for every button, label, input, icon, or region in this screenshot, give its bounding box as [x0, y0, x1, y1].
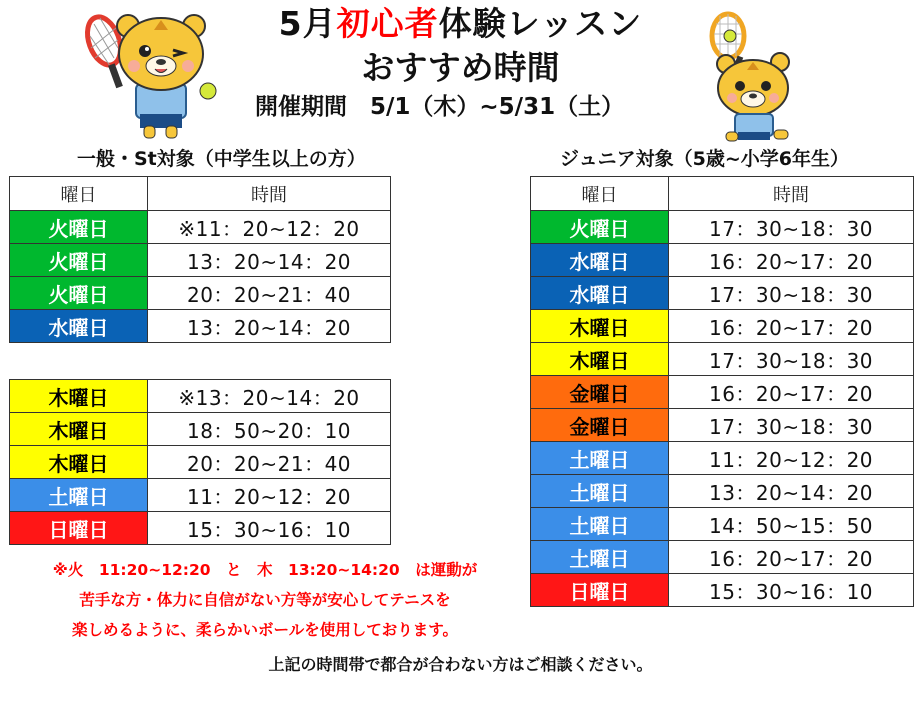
day-cell: 水曜日: [531, 277, 669, 310]
schedule-row: [10, 413, 391, 446]
table-header-row: [10, 177, 391, 211]
footer-contact-note: 上記の時間帯で都合が合わない方はご相談ください。: [268, 655, 653, 674]
page-subtitle: おすすめ時間: [361, 48, 560, 87]
time-cell: 17：30~18：30: [669, 277, 914, 310]
note-line-3: 楽しめるように、柔らかいボールを使用しております。: [72, 621, 458, 639]
time-cell: 14：50~15：50: [669, 508, 914, 541]
general-schedule-table-2: [9, 379, 391, 545]
schedule-row: [531, 574, 914, 607]
schedule-row: [531, 277, 914, 310]
event-period: 開催期間 5/1（木）~5/31（土）: [255, 94, 625, 120]
time-cell: 13：20~14：20: [669, 475, 914, 508]
time-cell: 16：20~17：20: [669, 541, 914, 574]
time-cell: 15：30~16：10: [148, 512, 391, 545]
junior-section-title: ジュニア対象（5歳~小学6年生）: [560, 148, 849, 170]
time-cell: 20：20~21：40: [148, 446, 391, 479]
time-header: 時間: [148, 177, 391, 211]
schedule-row: [10, 512, 391, 545]
schedule-row: [531, 376, 914, 409]
schedule-row: [531, 541, 914, 574]
time-cell: 13：20~14：20: [148, 244, 391, 277]
schedule-row: [10, 479, 391, 512]
time-cell: 17：30~18：30: [669, 409, 914, 442]
day-cell: 土曜日: [531, 541, 669, 574]
day-cell: 水曜日: [531, 244, 669, 277]
day-header: 曜日: [10, 177, 148, 211]
general-schedule-table-1: [9, 176, 391, 343]
day-cell: 木曜日: [531, 343, 669, 376]
day-cell: 火曜日: [10, 244, 148, 277]
time-cell: ※13：20~14：20: [148, 380, 391, 413]
schedule-row: [531, 475, 914, 508]
note-line-2: 苦手な方・体力に自信がない方等が安心してテニスを: [79, 591, 451, 609]
day-cell: 木曜日: [10, 413, 148, 446]
schedule-row: [531, 343, 914, 376]
schedule-row: [10, 244, 391, 277]
day-cell: 土曜日: [531, 475, 669, 508]
page-title: 5月初心者体験レッスン: [278, 4, 643, 43]
day-cell: 日曜日: [531, 574, 669, 607]
day-cell: 土曜日: [531, 508, 669, 541]
time-cell: 16：20~17：20: [669, 244, 914, 277]
time-cell: 11：20~12：20: [148, 479, 391, 512]
day-cell: 火曜日: [531, 211, 669, 244]
note-line-1: ※火 11:20~12:20 と 木 13:20~14:20 は運動が: [52, 561, 478, 579]
schedule-row: [531, 211, 914, 244]
day-cell: 金曜日: [531, 376, 669, 409]
schedule-row: [531, 244, 914, 277]
time-cell: 17：30~18：30: [669, 343, 914, 376]
schedule-row: [531, 310, 914, 343]
day-cell: 水曜日: [10, 310, 148, 343]
schedule-row: [10, 310, 391, 343]
schedule-row: [10, 277, 391, 310]
time-cell: 16：20~17：20: [669, 310, 914, 343]
time-cell: 11：20~12：20: [669, 442, 914, 475]
time-cell: 20：20~21：40: [148, 277, 391, 310]
time-cell: 13：20~14：20: [148, 310, 391, 343]
junior-schedule-table: [530, 176, 914, 607]
schedule-row: [531, 508, 914, 541]
general-section-title: 一般・St対象（中学生以上の方）: [77, 148, 366, 170]
day-cell: 土曜日: [10, 479, 148, 512]
day-cell: 金曜日: [531, 409, 669, 442]
time-cell: 15：30~16：10: [669, 574, 914, 607]
day-cell: 日曜日: [10, 512, 148, 545]
schedule-row: [531, 442, 914, 475]
day-header: 曜日: [531, 177, 669, 211]
time-cell: 18：50~20：10: [148, 413, 391, 446]
schedule-row: [10, 211, 391, 244]
day-cell: 木曜日: [10, 380, 148, 413]
time-header: 時間: [669, 177, 914, 211]
time-cell: 17：30~18：30: [669, 211, 914, 244]
day-cell: 土曜日: [531, 442, 669, 475]
soft-ball-note: [30, 555, 500, 645]
day-cell: 火曜日: [10, 277, 148, 310]
table-header-row: [531, 177, 914, 211]
day-cell: 木曜日: [531, 310, 669, 343]
title-highlight: 初心者: [336, 4, 439, 43]
schedule-row: [531, 409, 914, 442]
day-cell: 木曜日: [10, 446, 148, 479]
time-cell: 16：20~17：20: [669, 376, 914, 409]
schedule-row: [10, 380, 391, 413]
schedule-row: [10, 446, 391, 479]
time-cell: ※11：20~12：20: [148, 211, 391, 244]
day-cell: 火曜日: [10, 211, 148, 244]
